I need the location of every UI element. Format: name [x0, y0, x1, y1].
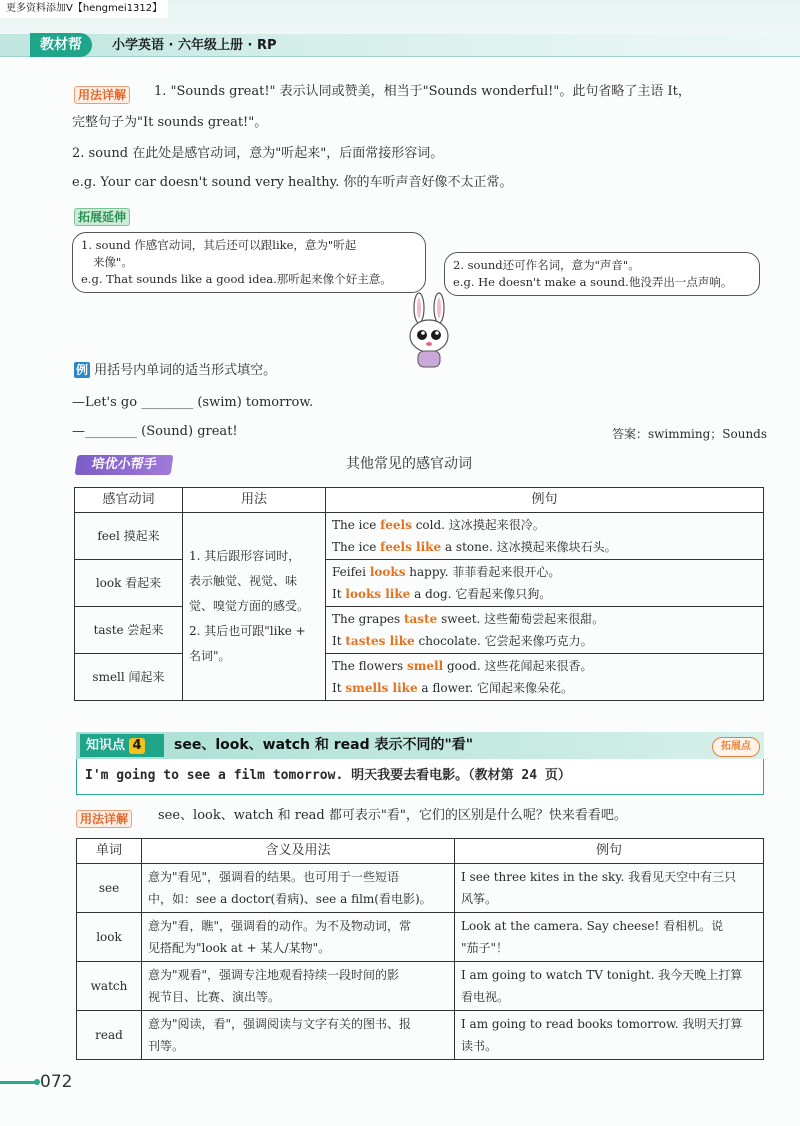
table-row	[75, 560, 764, 607]
example-line: The ice feels like a stone. 这冰摸起来像块石头。	[332, 540, 617, 554]
knowledge-point-title: see、look、watch 和 read 表示不同的"看"	[174, 737, 474, 753]
exercise-q2: —________ (Sound) great!	[72, 424, 238, 439]
rabbit-mascot-icon	[404, 292, 454, 372]
helper-tag: 培优小帮手	[75, 455, 174, 475]
watermark-text: 更多资料添加V【hengmei1312】	[0, 0, 168, 18]
meaning-cell: 意为"看，瞧"，强调看的动作。为不及物动词，常 见搭配为"look at + 某人/某物"。	[142, 913, 455, 962]
usage1-line1: 1. "Sounds great!" 表示认同或赞美，相当于"Sounds wonderful!"。此句省略了主语 It，	[154, 84, 691, 99]
bubble2-line2: e.g. He doesn't make a sound.他没弄出一点声响。	[453, 275, 733, 289]
knowledge-point-tag	[80, 734, 164, 757]
usage-line: 2. 其后也可跟"like +	[189, 624, 306, 638]
table-header: 含义及用法	[142, 839, 455, 864]
usage-line: 1. 其后跟形容词时，	[189, 549, 301, 563]
example-line: The flowers smell good. 这些花闻起来很香。	[332, 659, 593, 673]
example-cell	[326, 607, 764, 654]
table-row	[77, 962, 764, 1011]
usage-tag-1	[74, 84, 130, 104]
word-cell: read	[77, 1011, 142, 1060]
table-header-row	[75, 488, 764, 513]
extension-bubble-2	[444, 252, 760, 296]
extension-bubble-1	[72, 232, 426, 293]
exercise-q1: —Let's go ________ (swim) tomorrow.	[72, 395, 314, 410]
knowledge-point-sentence: I'm going to see a film tomorrow. 明天我要去看电影。（教材第 24 页）	[85, 768, 571, 783]
page-number: 072	[40, 1072, 73, 1092]
knowledge-point-sentence-box	[76, 759, 764, 795]
example-cell	[326, 560, 764, 607]
table-row	[77, 913, 764, 962]
example-line: It smells like a flower. 它闻起来像朵花。	[332, 681, 574, 695]
table-row	[77, 1011, 764, 1060]
word-cell: see	[77, 864, 142, 913]
extension-tag-label: 拓展延伸	[74, 208, 130, 226]
table-header: 例句	[326, 488, 764, 513]
bubble1-line2: 来像"。	[93, 255, 133, 269]
table-header: 例句	[455, 839, 764, 864]
exercise-instruction: 用括号内单词的适当形式填空。	[94, 363, 277, 378]
example-icon: 例	[75, 363, 88, 377]
brand-tag: 教材帮	[30, 33, 92, 57]
table-header-row	[77, 839, 764, 864]
example-cell: I am going to watch TV tonight. 我今天晚上打算 看电视。	[455, 962, 764, 1011]
usage-tag-label: 用法详解	[76, 810, 132, 828]
extension-badge: 拓展点	[712, 737, 760, 757]
example-line: It looks like a dog. 它看起来像只狗。	[332, 587, 552, 601]
bubble2-line1: 2. sound还可作名词，意为"声音"。	[453, 258, 640, 272]
sense-verb-table	[74, 487, 764, 701]
table-header: 单词	[77, 839, 142, 864]
example-line: Feifei looks happy. 菲菲看起来很开心。	[332, 565, 561, 579]
example-cell: I am going to read books tomorrow. 我明天打算 读书。	[455, 1011, 764, 1060]
example-cell	[326, 513, 764, 560]
table-header: 用法	[183, 488, 326, 513]
example-cell: I see three kites in the sky. 我看见天空中有三只 风筝。	[455, 864, 764, 913]
verb-cell: look 看起来	[75, 560, 183, 607]
extension-tag	[74, 206, 130, 226]
table-row	[75, 607, 764, 654]
example-line: The ice feels cold. 这冰摸起来很冷。	[332, 518, 545, 532]
helper-title: 其他常见的感官动词	[346, 456, 472, 472]
usage-cell	[183, 513, 326, 701]
page-number-line	[0, 1081, 36, 1084]
usage2-text: see、look、watch 和 read 都可表示"看"，它们的区别是什么呢？快来看看吧。	[158, 808, 627, 823]
usage1-line3: 2. sound 在此处是感官动词，意为"听起来"，后面常接形容词。	[72, 146, 444, 161]
verb-cell: taste 尝起来	[75, 607, 183, 654]
example-line: The grapes taste sweet. 这些葡萄尝起来很甜。	[332, 612, 605, 626]
usage-line: 名词"。	[189, 649, 231, 663]
usage1-line4: e.g. Your car doesn't sound very healthy. 你的车听声音好像不太正常。	[72, 175, 513, 190]
meaning-cell: 意为"阅读，看"，强调阅读与文字有关的图书、报 刊等。	[142, 1011, 455, 1060]
book-title: 小学英语 · 六年级上册 · RP	[112, 38, 277, 53]
table-row	[77, 864, 764, 913]
table-row	[75, 513, 764, 560]
table-header: 感官动词	[75, 488, 183, 513]
example-cell	[326, 654, 764, 701]
verb-cell: smell 闻起来	[75, 654, 183, 701]
example-cell: Look at the camera. Say cheese! 看相机。说 "茄子"！	[455, 913, 764, 962]
example-line: It tastes like chocolate. 它尝起来像巧克力。	[332, 634, 593, 648]
table-row	[75, 654, 764, 701]
knowledge-point-label: 知识点	[86, 738, 126, 753]
usage-tag-2	[76, 808, 132, 828]
exercise-answer: 答案：swimming；Sounds	[612, 427, 768, 441]
usage-tag-label: 用法详解	[74, 86, 130, 104]
exercise-instruction-row	[74, 361, 276, 381]
word-cell: look	[77, 913, 142, 962]
knowledge-point-number: 4	[129, 738, 145, 754]
usage1-line2: 完整句子为"It sounds great!"。	[72, 115, 268, 130]
verb-cell: feel 摸起来	[75, 513, 183, 560]
meaning-cell: 意为"看见"，强调看的结果。也可用于一些短语 中，如：see a doctor(看病)、see a film(看电影)。	[142, 864, 455, 913]
bubble1-line1: 1. sound 作感官动词，其后还可以跟like，意为"听起	[81, 238, 357, 252]
meaning-cell: 意为"观看"，强调专注地观看持续一段时间的影 视节目、比赛、演出等。	[142, 962, 455, 1011]
bubble1-line3: e.g. That sounds like a good idea.那听起来像个好主意。	[81, 272, 392, 286]
usage-line: 表示触觉、视觉、味	[189, 574, 298, 588]
word-cell: watch	[77, 962, 142, 1011]
usage-line: 觉、嗅觉方面的感受。	[189, 599, 310, 613]
see-look-watch-table	[76, 838, 764, 1060]
